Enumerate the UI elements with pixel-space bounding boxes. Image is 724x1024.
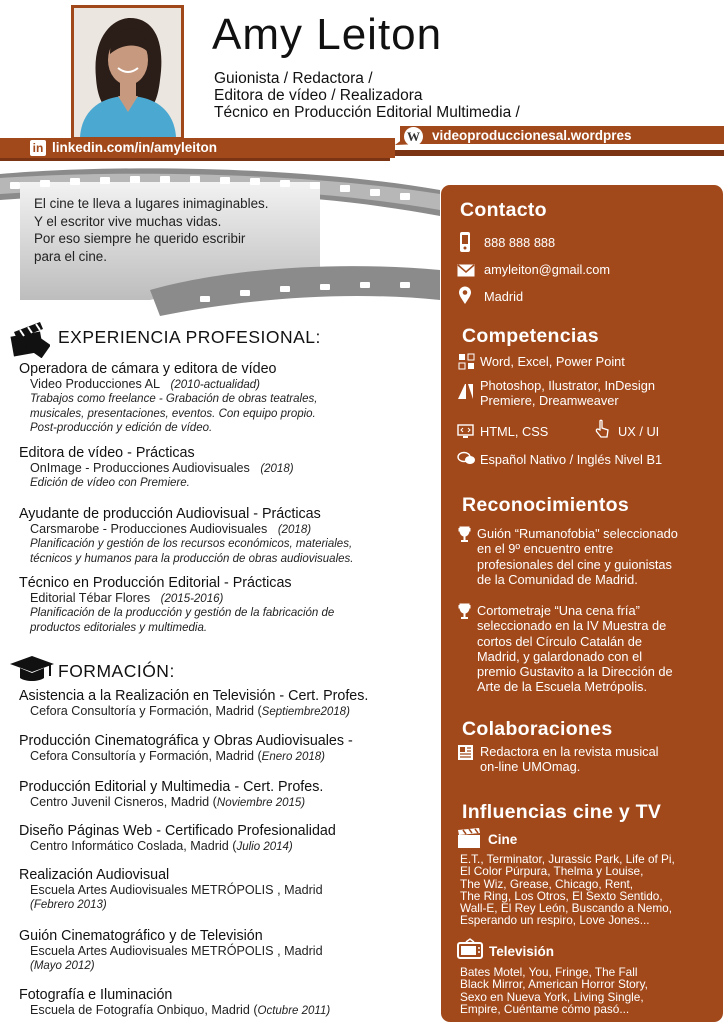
course-place: Centro Juvenil Cisneros, Madrid ( [30, 795, 217, 809]
award-line: Arte de la Escuela Metrópolis. [477, 679, 647, 695]
course-title: Fotografía e Iluminación [19, 987, 173, 1003]
course-place: Escuela Artes Audiovisuales METRÓPOLIS , Madrid [30, 883, 323, 897]
graduation-cap-icon [8, 654, 56, 684]
job-title: Operadora de cámara y editora de vídeo [19, 361, 277, 377]
candidate-name: Amy Leiton [212, 10, 443, 59]
linkedin-icon: in [30, 140, 46, 156]
wordpress-link[interactable]: videoproduccionesal.wordpres [432, 128, 632, 143]
award-line: Madrid, y galardonado con el [477, 648, 643, 664]
award-line: en el 9º encuentro entre [477, 541, 614, 557]
tv-list [460, 966, 722, 1015]
award-item [477, 603, 673, 695]
contact-heading: Contacto [460, 199, 547, 221]
award-line: de la Comunidad de Madrid. [477, 571, 638, 587]
television-icon [457, 938, 483, 960]
education-item [19, 867, 439, 912]
cine-label: Cine [488, 832, 518, 847]
trophy-icon [458, 526, 471, 543]
cine-line: The Ring, Los Otros, El Sexto Sentido, [460, 888, 663, 903]
education-item [19, 987, 439, 1018]
adobe-icon [457, 383, 474, 400]
newspaper-icon [457, 744, 474, 761]
skill-web: HTML, CSS [480, 424, 549, 439]
contact-email[interactable]: amyleiton@gmail.com [484, 262, 611, 277]
award-line: cortos del Círculo Catalán de [477, 633, 643, 649]
job-description: Edición de vídeo con Premiere. [30, 477, 190, 489]
job-description: Post-producción y edición de vídeo. [30, 422, 213, 434]
course-date: Enero 2018) [261, 751, 325, 763]
skill-languages: Español Nativo / Inglés Nivel B1 [480, 452, 663, 467]
education-item [19, 823, 439, 854]
job-company: Carsmarobe - Producciones Audiovisuales [30, 522, 268, 536]
role-line: Técnico en Producción Editorial Multimedia / [214, 104, 520, 121]
office-icon [458, 353, 475, 370]
phone-icon [459, 231, 471, 253]
job-date: (2018) [277, 524, 312, 536]
skill-office: Word, Excel, Power Point [480, 354, 625, 369]
influences-heading: Influencias cine y TV [462, 801, 662, 823]
code-monitor-icon [457, 424, 474, 439]
clapperboard-icon [10, 320, 50, 358]
award-line: profesionales del cine y guionistas [477, 556, 672, 572]
course-date: Octubre 2011) [257, 1005, 331, 1017]
quote-line: para el cine. [34, 248, 107, 264]
award-line: Guión “Rumanofobia" seleccionado [477, 526, 678, 541]
job-title: Técnico en Producción Editorial - Prácticas [19, 575, 292, 591]
cine-line: Wall-E, El Rey León, Buscando a Nemo, [460, 901, 673, 916]
personal-quote [34, 195, 268, 265]
collaboration-line: on-line UMOmag. [480, 759, 581, 775]
job-company: OnImage - Producciones Audiovisuales [30, 461, 250, 475]
tv-line: Bates Motel, You, Fringe, The Fall [460, 965, 638, 979]
course-title: Diseño Páginas Web - Certificado Profesionalidad [19, 823, 336, 839]
speech-bubbles-icon [457, 451, 476, 466]
job-description: Planificación de la producción y gestión de la fabricación de [30, 607, 335, 619]
linkedin-link[interactable]: linkedin.com/in/amyleiton [52, 140, 218, 155]
location-pin-icon [458, 286, 472, 305]
course-date: (Febrero 2013) [30, 899, 107, 911]
experience-item [19, 506, 439, 566]
collaboration-item [480, 744, 659, 775]
course-place: Escuela Artes Audiovisuales METRÓPOLIS , Madrid [30, 944, 323, 958]
role-list [214, 70, 520, 121]
course-place: Escuela de Fotografía Onbiquo, Madrid ( [30, 1003, 258, 1017]
skill-adobe-line: Premiere, Dreamweaver [480, 393, 619, 409]
quote-line: El cine te lleva a lugares inimaginables. [34, 196, 269, 211]
cine-line: The Wiz, Grease, Chicago, Rent, [460, 876, 634, 891]
job-date: (2015-2016) [160, 593, 224, 605]
contact-city: Madrid [484, 289, 524, 304]
course-title: Producción Editorial y Multimedia - Cert. Profes. [19, 779, 324, 795]
course-date: (Mayo 2012) [30, 960, 95, 972]
tv-line: Sexo en Nueva York, Living Single, [460, 989, 644, 1004]
skill-adobe-line: Photoshop, Ilustrator, InDesign [480, 378, 655, 393]
trophy-icon [458, 603, 471, 620]
course-title: Asistencia a la Realización en Televisión - Cert. Profes. [19, 688, 369, 704]
quote-line: Y el escritor vive muchas vidas. [34, 213, 222, 229]
tv-label: Televisión [489, 944, 555, 959]
education-item [19, 928, 439, 973]
course-place: Cefora Consultoría y Formación, Madrid ( [30, 704, 262, 718]
quote-line: Por eso siempre he querido escribir [34, 231, 246, 246]
cine-line: E.T., Terminator, Jurassic Park, Life of Pi, [460, 852, 675, 866]
award-item [477, 526, 678, 587]
experience-item [19, 361, 439, 436]
job-description: Trabajos como freelance - Grabación de obras teatrales, [30, 393, 318, 405]
job-date: (2010-actualidad) [170, 379, 261, 391]
job-title: Editora de vídeo - Prácticas [19, 445, 195, 461]
awards-heading: Reconocimientos [462, 494, 630, 516]
experience-item [19, 575, 439, 635]
role-line: Guionista / Redactora / [214, 70, 373, 87]
tv-line: Empire, Cuéntame cómo pasó... [460, 1001, 630, 1016]
contact-phone: 888 888 888 [484, 235, 556, 250]
experience-heading: EXPERIENCIA PROFESIONAL: [58, 327, 321, 347]
role-line: Editora de vídeo / Realizadora [214, 87, 423, 104]
collaborations-heading: Colaboraciones [462, 718, 613, 740]
collaboration-line: Redactora en la revista musical [480, 744, 659, 759]
course-date: Septiembre2018) [261, 706, 350, 718]
cine-line: Esperando un respiro, Love Jones... [460, 913, 650, 928]
course-place: Cefora Consultoría y Formación, Madrid ( [30, 749, 262, 763]
cine-list [460, 853, 722, 927]
award-line: Cortometraje “Una cena fría” [477, 603, 640, 618]
job-date: (2018) [260, 463, 294, 475]
job-description: Planificación y gestión de los recursos económicos, materiales, [30, 538, 353, 550]
award-line: premio Gustavito a la Dirección de [477, 664, 673, 680]
skill-adobe [480, 378, 655, 409]
course-title: Producción Cinematográfica y Obras Audiovisuales - [19, 733, 353, 749]
course-title: Guión Cinematográfico y de Televisión [19, 928, 263, 944]
course-place: Centro Informático Coslada, Madrid ( [30, 839, 237, 853]
education-item [19, 688, 439, 719]
pointer-hand-icon [595, 419, 610, 439]
award-line: seleccionado en la IV Muestra de [477, 618, 667, 634]
job-title: Ayudante de producción Audiovisual - Prácticas [19, 506, 321, 522]
skill-ux: UX / UI [618, 424, 660, 439]
job-description: musicales, presentaciones, eventos. Con equipo propio. [30, 407, 316, 420]
wordpress-icon: W [404, 127, 423, 146]
course-date: Julio 2014) [236, 841, 293, 853]
cine-line: El Color Púrpura, Thelma y Louise, [460, 864, 644, 879]
education-heading: FORMACIÓN: [58, 661, 175, 681]
education-item [19, 779, 439, 810]
clapperboard-icon [457, 827, 481, 849]
job-company: Editorial Tébar Flores [30, 591, 151, 605]
course-title: Realización Audiovisual [19, 867, 170, 883]
experience-item [19, 445, 439, 491]
course-date: Noviembre 2015) [216, 797, 306, 809]
job-company: Video Producciones AL [30, 377, 160, 391]
job-description: productos editoriales y multimedia. [30, 621, 208, 634]
skills-heading: Competencias [462, 325, 599, 347]
email-icon [457, 264, 475, 277]
job-description: técnicos y humanos para la producción de obras audiovisuales. [30, 552, 354, 565]
tv-line: Black Mirror, American Horror Story, [460, 977, 648, 992]
education-item [19, 733, 439, 764]
